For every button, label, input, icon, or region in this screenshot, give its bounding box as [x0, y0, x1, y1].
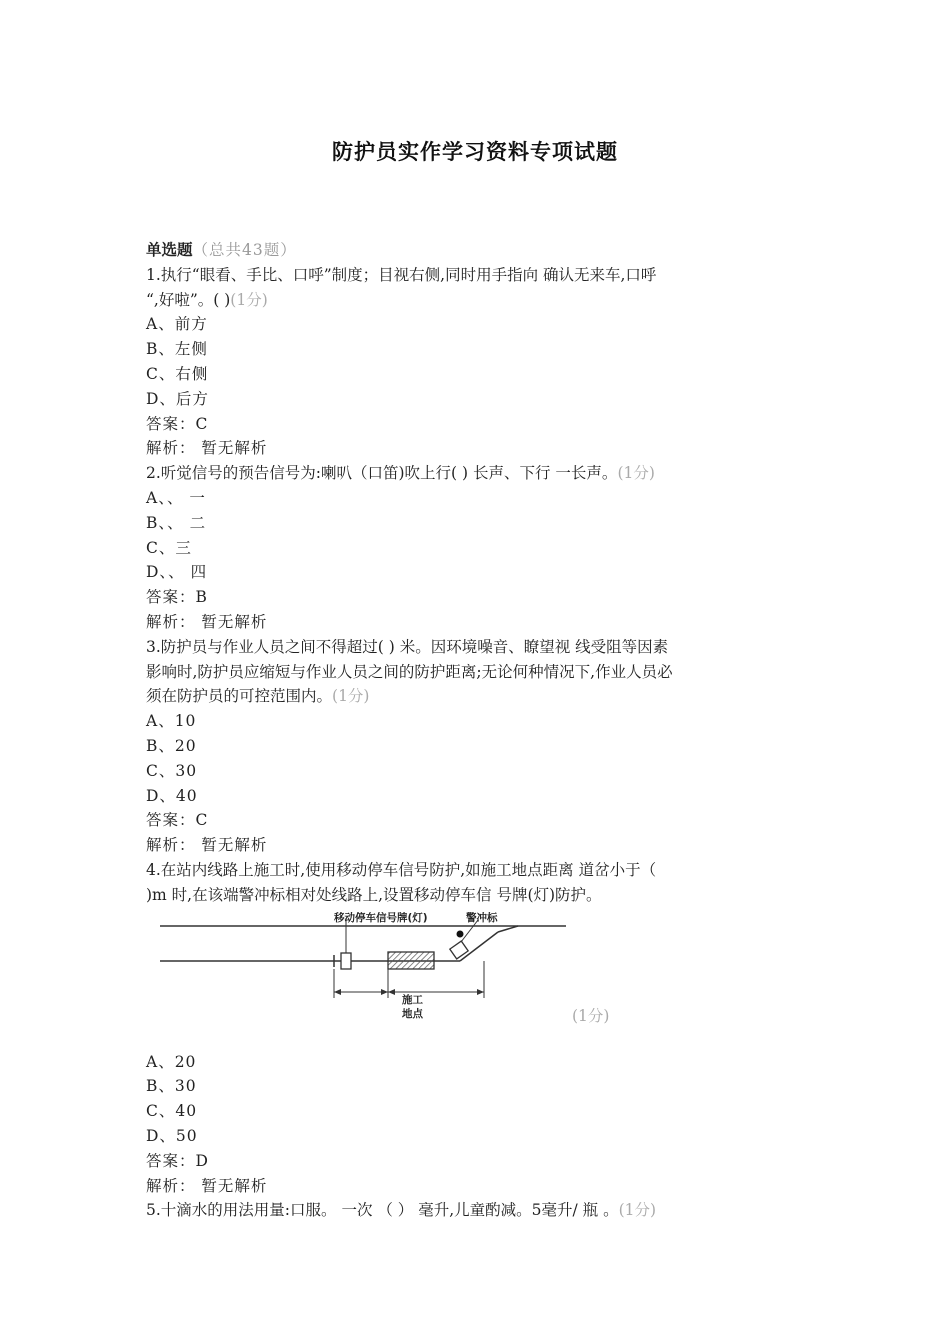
option-c: C、右侧: [146, 364, 209, 383]
fouling-label: 警冲标: [466, 911, 498, 924]
analysis: 解析： 暂无解析: [146, 612, 268, 631]
section-label: 单选题: [146, 240, 193, 259]
work-site-box: [388, 952, 434, 969]
question-text-line: “,好啦”。( )(1分): [146, 290, 268, 309]
dim-arrow-mid-left: [381, 989, 388, 995]
option-b: B、30: [146, 1077, 197, 1096]
option-c: C、30: [146, 761, 198, 780]
answer: 答案：B: [146, 588, 208, 607]
question-text-line: 2.听觉信号的预告信号为:喇叭（口笛)吹上行( ) 长声、下行 一长声。(1分): [146, 464, 655, 483]
section-header: [146, 238, 816, 263]
site-label-1: 施工: [402, 993, 423, 1006]
option-b: B、左侧: [146, 340, 208, 359]
option-c: C、三: [146, 538, 192, 557]
answer: 答案：D: [146, 1151, 209, 1170]
question-score: (1分): [332, 687, 370, 706]
option-d: D、、 四: [146, 563, 208, 582]
document-title: 防护员实作学习资料专项试题: [332, 139, 618, 164]
question-score: (1分): [230, 290, 268, 309]
analysis: 解析： 暂无解析: [146, 439, 268, 458]
question-score: (1分): [572, 1006, 610, 1025]
option-d: D、后方: [146, 389, 209, 408]
option-a: A、前方: [146, 315, 208, 334]
option-a: A、10: [146, 712, 197, 731]
turnout-branch-join: [498, 926, 518, 932]
dim-arrow-right: [477, 989, 484, 995]
option-a: A、、 一: [146, 488, 206, 507]
question-text-line: )m 时,在该端警冲标相对处线路上,设置移动停车信 号牌(灯)防护。: [146, 885, 602, 904]
question-text-line: 5.十滴水的用法用量:口服。 一次 （ ） 毫升,儿童酌减。5毫升/ 瓶 。(1分): [146, 1201, 657, 1220]
analysis: 解析： 暂无解析: [146, 1176, 268, 1195]
option-d: D、40: [146, 786, 198, 805]
question-list: [146, 238, 816, 1223]
site-label-2: 地点: [402, 1007, 423, 1020]
option-b: B、、 二: [146, 513, 207, 532]
question-2: [146, 461, 816, 635]
analysis: 解析： 暂无解析: [146, 836, 268, 855]
option-b: B、20: [146, 736, 197, 755]
section-count: （总共43题）: [192, 241, 297, 259]
question-score: (1分): [617, 464, 655, 483]
signal-label: 移动停车信号牌(灯): [334, 911, 428, 924]
question-1: [146, 263, 816, 461]
question-score: (1分): [618, 1201, 657, 1220]
question-figure: [146, 912, 816, 1034]
question-4: [146, 858, 816, 1198]
question-text-line: 影响时,防护员应缩短与作业人员之间的防护距离;无论何种情况下,作业人员必: [146, 662, 673, 681]
answer: 答案：C: [146, 414, 209, 433]
fouling-post-dot: [457, 930, 464, 937]
option-c: C、40: [146, 1102, 198, 1121]
answer: 答案：C: [146, 811, 209, 830]
option-a: A、20: [146, 1052, 197, 1071]
dim-arrow-left: [334, 989, 341, 995]
question-text-line: 3.防护员与作业人员之间不得超过( ) 米。因环境噪音、瞭望视 线受阻等因素: [146, 637, 669, 656]
question-3: [146, 635, 816, 858]
option-d: D、50: [146, 1126, 198, 1145]
track-diagram: [158, 912, 578, 1024]
dim-arrow-mid-right: [388, 989, 395, 995]
question-text-line: 4.在站内线路上施工时,使用移动停车信号防护,如施工地点距离 道岔小于（: [146, 860, 657, 879]
question-text-line: 1.执行“眼看、手比、口呼”制度；目视右侧,同时用手指向 确认无来车,口呼: [146, 265, 657, 284]
question-text-line: 须在防护员的可控范围内。(1分): [146, 687, 370, 706]
question-5: [146, 1198, 816, 1223]
signal-board-box: [341, 953, 351, 969]
